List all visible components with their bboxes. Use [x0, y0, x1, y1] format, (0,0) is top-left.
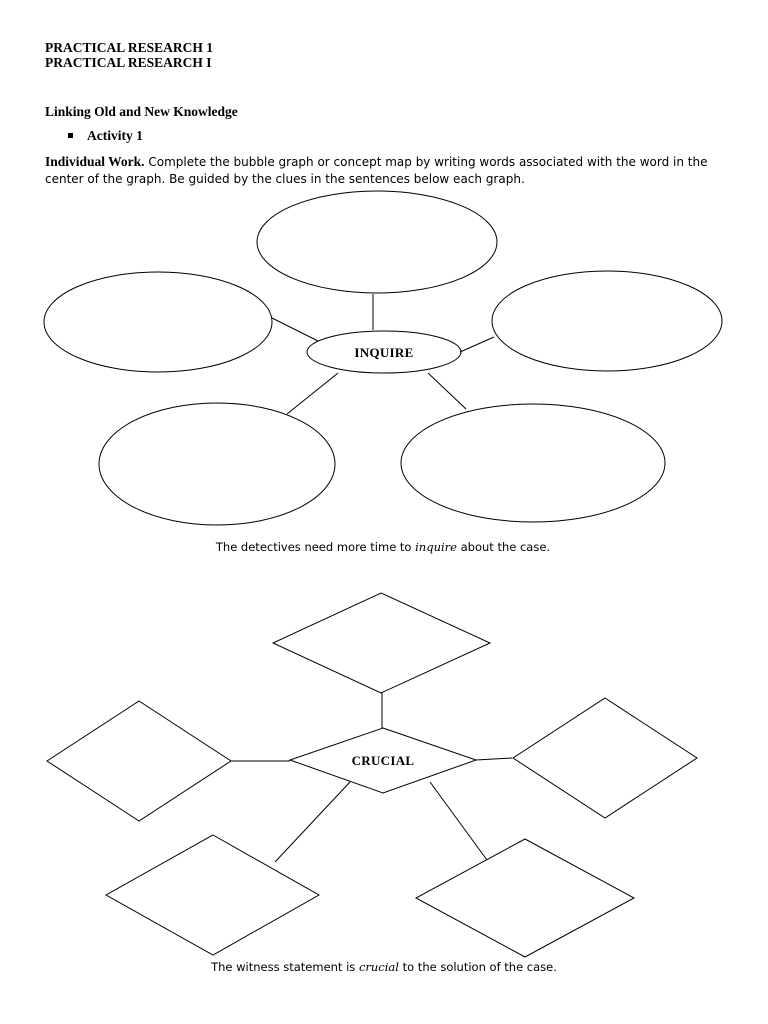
connector-line — [272, 318, 318, 341]
connector-line — [287, 373, 338, 414]
caption-text: to the solution of the case. — [398, 960, 557, 974]
diamond-left[interactable] — [47, 701, 231, 821]
diamond-graph-caption — [0, 960, 768, 974]
caption-keyword: crucial — [358, 960, 399, 974]
bubble-right[interactable] — [492, 271, 722, 371]
diamond-right[interactable] — [513, 698, 697, 818]
bubble-left[interactable] — [44, 272, 272, 372]
instructions-lead: Individual Work. — [45, 154, 145, 169]
instructions-text: Complete the bubble graph or concept map by writing words associated with the word in the center of the graph. Be guided by the clues in the sentences below each graph. — [45, 155, 708, 186]
diamond-bottom-right[interactable] — [416, 839, 634, 957]
caption-text: The witness statement is — [211, 960, 359, 974]
center-word-crucial: CRUCIAL — [351, 753, 415, 768]
document-title-line-2: PRACTICAL RESEARCH I — [45, 55, 212, 70]
caption-text: The detectives need more time to — [215, 540, 416, 554]
bubble-graph-caption — [0, 540, 767, 554]
caption-text: about the case. — [456, 540, 551, 554]
diamond-bottom-left[interactable] — [106, 835, 319, 955]
bubble-bottom-left[interactable] — [99, 403, 335, 525]
diamond-top[interactable] — [273, 593, 490, 693]
connector-line — [428, 373, 466, 409]
document-title-line-1: PRACTICAL RESEARCH 1 — [45, 40, 214, 55]
caption-keyword: inquire — [415, 540, 457, 554]
connector-line — [275, 782, 350, 862]
section-heading: Linking Old and New Knowledge — [45, 104, 238, 119]
bubble-top[interactable] — [257, 191, 497, 293]
connector-line — [430, 782, 487, 860]
connector-line — [460, 337, 494, 352]
activity-label: Activity 1 — [87, 128, 143, 143]
bubble-bottom-right[interactable] — [401, 404, 665, 522]
center-word-inquire: INQUIRE — [354, 345, 414, 360]
connector-line — [476, 758, 512, 760]
